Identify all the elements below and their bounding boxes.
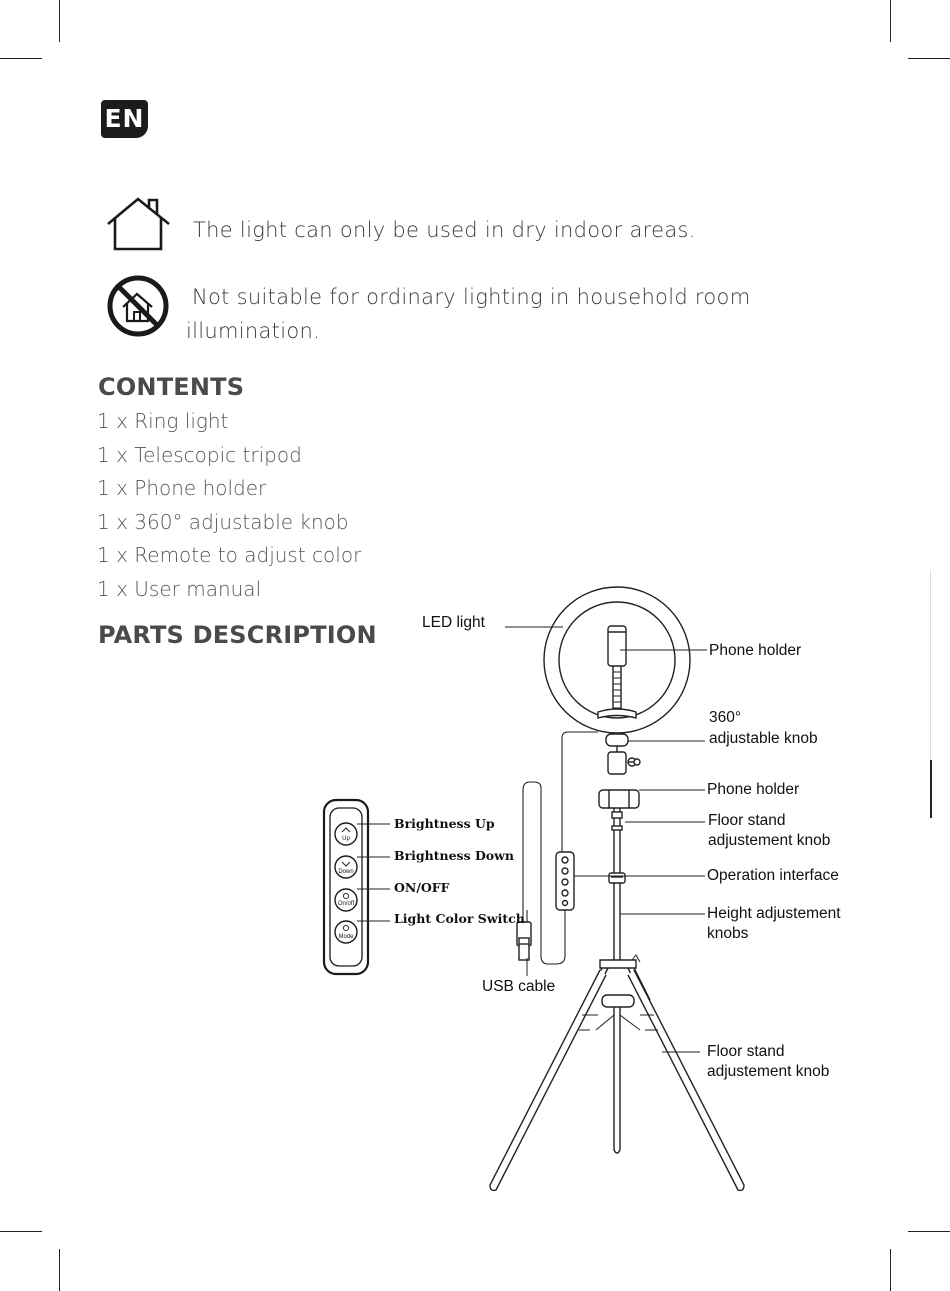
- label-brightness-up: Brightness Up: [394, 816, 495, 831]
- label-360-knob-line2: adjustable knob: [709, 730, 818, 747]
- label-floor-stand-knob-2-line2: adjustement knob: [707, 1063, 830, 1080]
- list-item: 1 x Phone holder: [97, 476, 267, 501]
- label-phone-holder-mid: Phone holder: [707, 781, 800, 798]
- contents-title: CONTENTS: [98, 373, 245, 401]
- warning-dry-indoor: The light can only be used in dry indoor areas.: [193, 218, 696, 242]
- label-phone-holder-top: Phone holder: [709, 642, 802, 659]
- remote-onoff-label: On/off: [337, 901, 355, 907]
- list-item: 1 x Remote to adjust color: [97, 543, 362, 568]
- warning-not-household-line2: illumination.: [186, 319, 321, 343]
- remote-up-label: Up: [342, 836, 350, 842]
- label-floor-stand-knob-1-line2: adjustement knob: [708, 832, 831, 849]
- label-on-off: ON/OFF: [394, 880, 450, 895]
- list-item: 1 x 360° adjustable knob: [97, 509, 349, 534]
- warning-not-household-line1: Not suitable for ordinary lighting in household room: [192, 285, 751, 309]
- label-led-light: LED light: [422, 614, 485, 631]
- remote-mode-label: Mode: [338, 934, 354, 940]
- label-height-knobs-line1: Height adjustement: [707, 905, 841, 922]
- list-item: 1 x User manual: [97, 576, 262, 601]
- label-operation-interface: Operation interface: [707, 867, 839, 884]
- parts-description-title: PARTS DESCRIPTION: [98, 621, 377, 649]
- list-item: 1 x Telescopic tripod: [97, 442, 302, 467]
- ring-light-illustration: [490, 587, 744, 1190]
- label-floor-stand-knob-1-line1: Floor stand: [708, 812, 786, 829]
- label-floor-stand-knob-2-line1: Floor stand: [707, 1043, 785, 1060]
- list-item: 1 x Ring light: [97, 409, 229, 433]
- remote-down-label: Down: [338, 869, 354, 875]
- label-brightness-down: Brightness Down: [394, 848, 514, 863]
- label-light-color-switch: Light Color Switch: [394, 911, 525, 926]
- label-height-knobs-line2: knobs: [707, 925, 749, 942]
- label-usb-cable: USB cable: [482, 978, 556, 995]
- label-360-knob-line1: 360°: [709, 709, 742, 726]
- remote-onoff-button: [335, 889, 357, 911]
- remote-control: [324, 800, 390, 974]
- language-badge: EN: [101, 100, 148, 138]
